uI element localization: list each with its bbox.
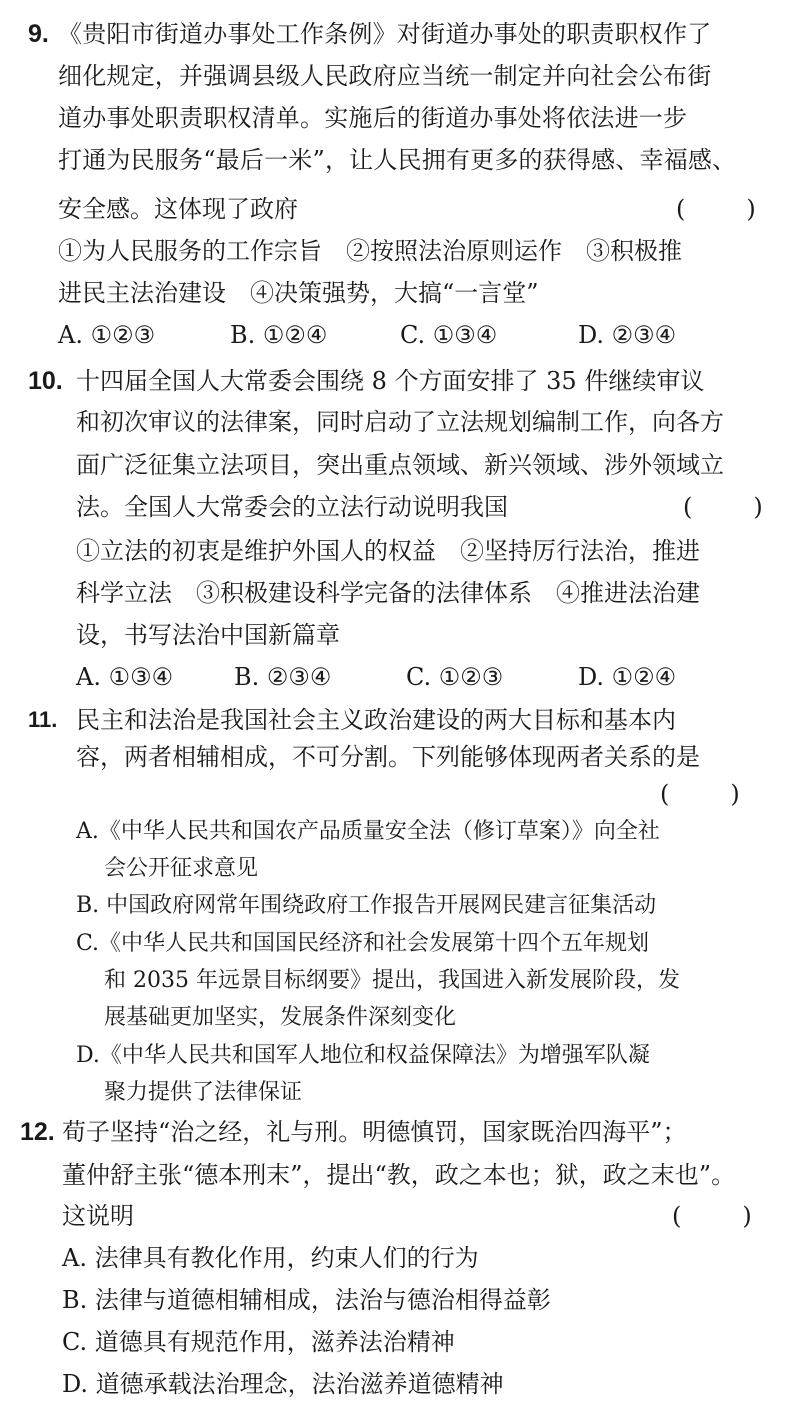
question-text-line: 十四届全国人大常委会围绕 8 个方面安排了 35 件继续审议 bbox=[76, 367, 705, 395]
question-text-line: 面广泛征集立法项目，突出重点领域、新兴领域、涉外领域立 bbox=[76, 451, 724, 479]
option-a-continued: 会公开征求意见 bbox=[104, 856, 259, 881]
question-text-line: 容，两者相辅相成，不可分割。下列能够体现两者关系的是 bbox=[76, 743, 700, 771]
option-b: B. 中国政府网常年围绕政府工作报告开展网民建言征集活动 bbox=[76, 893, 657, 918]
question-text-line: 这说明 bbox=[62, 1202, 134, 1230]
question-text-line: 细化规定，并强调县级人民政府应当统一制定并向社会公布街 bbox=[58, 62, 712, 90]
statement-line: 科学立法 ③积极建设科学完备的法律体系 ④推进法治建 bbox=[76, 579, 700, 607]
answer-parentheses: ( ) bbox=[676, 195, 756, 223]
answer-parentheses: ( ) bbox=[660, 780, 740, 808]
option-a: A. 法律具有教化作用，约束人们的行为 bbox=[62, 1244, 479, 1272]
option-d: D. 道德承载法治理念，法治滋养道德精神 bbox=[62, 1370, 504, 1398]
question-text-line: 和初次审议的法律案，同时启动了立法规划编制工作，向各方 bbox=[76, 408, 724, 436]
question-number: 11. bbox=[28, 707, 58, 732]
question-text-line: 法。全国人大常委会的立法行动说明我国 bbox=[76, 493, 508, 521]
question-text-line: 民主和法治是我国社会主义政治建设的两大目标和基本内 bbox=[76, 706, 676, 734]
option-c-continued: 展基础更加坚实，发展条件深刻变化 bbox=[104, 1005, 457, 1030]
statement-line: 设，书写法治中国新篇章 bbox=[76, 621, 340, 649]
question-text-line: 安全感。这体现了政府 bbox=[58, 195, 298, 223]
option-d: D. ②③④ bbox=[578, 321, 677, 349]
statement-line: ①为人民服务的工作宗旨 ②按照法治原则运作 ③积极推 bbox=[58, 237, 682, 265]
answer-parentheses: ( ) bbox=[672, 1202, 752, 1230]
option-b: B. ①②④ bbox=[230, 321, 328, 349]
option-c: C.《中华人民共和国国民经济和社会发展第十四个五年规划 bbox=[76, 931, 650, 956]
question-number: 12. bbox=[20, 1118, 55, 1146]
option-d: D. ①②④ bbox=[578, 663, 677, 691]
option-d-continued: 聚力提供了法律保证 bbox=[104, 1080, 303, 1105]
option-c: C. ①③④ bbox=[400, 321, 498, 349]
option-d: D.《中华人民共和国军人地位和权益保障法》为增强军队凝 bbox=[76, 1043, 650, 1068]
question-text-line: 道办事处职责职权清单。实施后的街道办事处将依法进一步 bbox=[58, 104, 688, 132]
option-b: B. 法律与道德相辅相成，法治与德治相得益彰 bbox=[62, 1286, 551, 1314]
statement-line: 进民主法治建设 ④决策强势，大搞“一言堂” bbox=[58, 279, 539, 307]
question-text-line: 《贵阳市街道办事处工作条例》对街道办事处的职责职权作了 bbox=[58, 20, 712, 48]
option-a: A. ①②③ bbox=[58, 321, 156, 349]
question-text-line: 董仲舒主张“德本刑末”，提出“教，政之本也；狱，政之末也”。 bbox=[62, 1161, 736, 1189]
option-a: A. ①③④ bbox=[76, 663, 174, 691]
option-a: A.《中华人民共和国农产品质量安全法（修订草案）》向全社 bbox=[76, 819, 660, 844]
option-c: C. ①②③ bbox=[406, 663, 504, 691]
answer-parentheses: ( ) bbox=[683, 493, 763, 521]
question-number: 10. bbox=[28, 367, 63, 395]
question-number: 9. bbox=[28, 20, 49, 48]
question-text-line: 打通为民服务“最后一米”，让人民拥有更多的获得感、幸福感、 bbox=[58, 146, 737, 174]
option-b: B. ②③④ bbox=[234, 663, 332, 691]
statement-line: ①立法的初衷是维护外国人的权益 ②坚持厉行法治，推进 bbox=[76, 537, 700, 565]
question-text-line: 荀子坚持“治之经，礼与刑。明德慎罚，国家既治四海平”； bbox=[62, 1118, 687, 1146]
option-c: C. 道德具有规范作用，滋养法治精神 bbox=[62, 1328, 455, 1356]
option-c-continued: 和 2035 年远景目标纲要》提出，我国进入新发展阶段，发 bbox=[104, 968, 680, 993]
